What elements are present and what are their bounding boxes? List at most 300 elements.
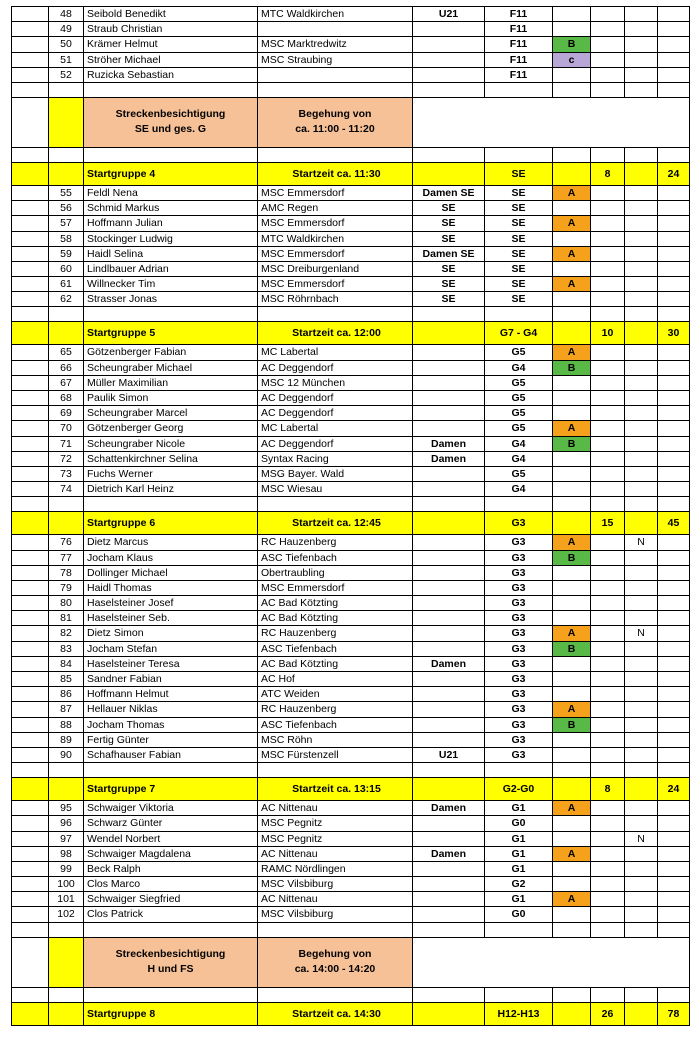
empty-cell: [658, 988, 690, 1003]
empty-cell: [11, 497, 49, 512]
empty-cell: [658, 277, 690, 292]
empty-cell: [658, 437, 690, 452]
empty-cell: [658, 611, 690, 626]
group-label: G0: [485, 816, 553, 831]
empty-cell: [625, 1003, 658, 1026]
inspection-scope: H und FS: [147, 963, 194, 976]
spacer-row: [11, 497, 690, 512]
empty-cell: [658, 687, 690, 702]
table-row: [11, 361, 690, 376]
table-row: [11, 816, 690, 831]
group-start-time: Startzeit ca. 12:00: [258, 322, 413, 345]
class-label: [413, 892, 485, 907]
empty-cell: [658, 53, 690, 68]
start-number: 78: [49, 566, 84, 581]
note-cell: [625, 801, 658, 816]
group-label: SE: [485, 292, 553, 307]
class-label: [413, 642, 485, 657]
empty-cell: [591, 497, 625, 512]
group-label: G3: [485, 718, 553, 733]
class-label: U21: [413, 748, 485, 763]
empty-cell: [258, 83, 413, 98]
table-row: [11, 733, 690, 748]
empty-cell: [591, 862, 625, 877]
empty-cell: [591, 83, 625, 98]
mark-badge: c: [553, 53, 591, 68]
empty-cell: [84, 763, 258, 778]
note-cell: [625, 862, 658, 877]
empty-cell: [625, 148, 658, 163]
group-label: SE: [485, 262, 553, 277]
mark-badge: [553, 406, 591, 421]
group-label: G5: [485, 391, 553, 406]
class-label: [413, 816, 485, 831]
empty-cell: [11, 566, 49, 581]
start-number: 68: [49, 391, 84, 406]
empty-cell: [11, 437, 49, 452]
spacer-row: [11, 148, 690, 163]
empty-cell: [591, 657, 625, 672]
class-label: Damen SE: [413, 247, 485, 262]
empty-cell: [413, 923, 485, 938]
course-inspection-row: [11, 98, 690, 148]
empty-cell: [658, 262, 690, 277]
empty-cell: [553, 307, 591, 322]
table-row: [11, 22, 690, 37]
empty-cell: [658, 862, 690, 877]
table-row: [11, 702, 690, 717]
empty-cell: [625, 322, 658, 345]
empty-cell: [658, 376, 690, 391]
group-start-time: Startzeit ca. 12:45: [258, 512, 413, 535]
empty-cell: [11, 37, 49, 52]
group-label: SE: [485, 186, 553, 201]
club-name: MSC 12 München: [258, 376, 413, 391]
start-number: 57: [49, 216, 84, 231]
empty-cell: [49, 512, 84, 535]
empty-cell: [658, 482, 690, 497]
driver-name: Dietrich Karl Heinz: [84, 482, 258, 497]
start-number: 50: [49, 37, 84, 52]
empty-cell: [49, 1003, 84, 1026]
driver-name: Scheungraber Nicole: [84, 437, 258, 452]
class-label: SE: [413, 232, 485, 247]
mark-badge: [553, 581, 591, 596]
start-number: 98: [49, 847, 84, 862]
empty-cell: [11, 923, 49, 938]
empty-cell: [591, 292, 625, 307]
empty-cell: [591, 247, 625, 262]
club-name: AMC Regen: [258, 201, 413, 216]
club-name: [258, 22, 413, 37]
class-label: [413, 467, 485, 482]
empty-cell: [49, 763, 84, 778]
note-cell: [625, 406, 658, 421]
start-number: 52: [49, 68, 84, 83]
table-row: [11, 376, 690, 391]
club-name: MSC Emmersdorf: [258, 581, 413, 596]
empty-cell: [658, 535, 690, 550]
empty-cell: [658, 391, 690, 406]
empty-cell: [591, 345, 625, 360]
table-row: [11, 832, 690, 847]
club-name: ASC Tiefenbach: [258, 551, 413, 566]
empty-cell: [11, 535, 49, 550]
start-number: 72: [49, 452, 84, 467]
note-cell: [625, 877, 658, 892]
driver-name: Jocham Stefan: [84, 642, 258, 657]
group-title: Startgruppe 6: [84, 512, 258, 535]
group-label: G3: [485, 748, 553, 763]
group-label: G0: [485, 907, 553, 922]
note-cell: [625, 611, 658, 626]
class-label: SE: [413, 292, 485, 307]
group-total: 24: [658, 163, 690, 186]
table-row: [11, 37, 690, 52]
mark-badge: [553, 292, 591, 307]
group-classes: G2-G0: [485, 778, 553, 801]
group-header-row: [11, 163, 690, 186]
club-name: AC Nittenau: [258, 801, 413, 816]
empty-cell: [658, 247, 690, 262]
class-label: Damen: [413, 437, 485, 452]
start-number: 80: [49, 596, 84, 611]
class-label: [413, 68, 485, 83]
group-title: Startgruppe 7: [84, 778, 258, 801]
empty-cell: [553, 778, 591, 801]
empty-cell: [49, 778, 84, 801]
empty-cell: [11, 801, 49, 816]
empty-cell: [413, 148, 485, 163]
empty-cell: [11, 232, 49, 247]
group-classes: G7 - G4: [485, 322, 553, 345]
empty-cell: [658, 406, 690, 421]
driver-name: Schmid Markus: [84, 201, 258, 216]
empty-cell: [591, 406, 625, 421]
class-label: [413, 535, 485, 550]
club-name: MTC Waldkirchen: [258, 7, 413, 22]
class-label: [413, 596, 485, 611]
table-row: [11, 907, 690, 922]
group-label: F11: [485, 37, 553, 52]
empty-cell: [658, 581, 690, 596]
empty-cell: [658, 452, 690, 467]
note-cell: [625, 907, 658, 922]
start-number: 90: [49, 748, 84, 763]
table-row: [11, 892, 690, 907]
class-label: [413, 611, 485, 626]
mark-badge: [553, 201, 591, 216]
club-name: MSC Straubing: [258, 53, 413, 68]
group-title: Startgruppe 4: [84, 163, 258, 186]
empty-cell: [591, 718, 625, 733]
note-cell: [625, 482, 658, 497]
table-row: [11, 437, 690, 452]
group-label: SE: [485, 247, 553, 262]
note-cell: [625, 581, 658, 596]
empty-cell: [11, 581, 49, 596]
empty-cell: [658, 345, 690, 360]
empty-cell: [591, 482, 625, 497]
table-row: [11, 186, 690, 201]
empty-cell: [485, 497, 553, 512]
empty-cell: [84, 988, 258, 1003]
class-label: [413, 391, 485, 406]
group-label: G5: [485, 421, 553, 436]
group-label: G5: [485, 467, 553, 482]
start-number: 83: [49, 642, 84, 657]
empty-cell: [625, 988, 658, 1003]
club-name: RC Hauzenberg: [258, 535, 413, 550]
empty-cell: [11, 53, 49, 68]
table-row: [11, 247, 690, 262]
driver-name: Dollinger Michael: [84, 566, 258, 581]
empty-cell: [553, 83, 591, 98]
empty-cell: [553, 163, 591, 186]
spacer-row: [11, 988, 690, 1003]
empty-cell: [49, 98, 84, 148]
mark-badge: [553, 816, 591, 831]
empty-cell: [258, 497, 413, 512]
club-name: MSC Fürstenzell: [258, 748, 413, 763]
empty-cell: [11, 672, 49, 687]
empty-cell: [591, 907, 625, 922]
start-number: 100: [49, 877, 84, 892]
start-number: 87: [49, 702, 84, 717]
group-label: SE: [485, 201, 553, 216]
group-label: G3: [485, 672, 553, 687]
table-row: [11, 862, 690, 877]
mark-badge: [553, 657, 591, 672]
club-name: AC Deggendorf: [258, 361, 413, 376]
note-cell: [625, 68, 658, 83]
empty-cell: [591, 201, 625, 216]
empty-cell: [413, 763, 485, 778]
empty-cell: [553, 763, 591, 778]
driver-name: Seibold Benedikt: [84, 7, 258, 22]
club-name: Obertraubling: [258, 566, 413, 581]
group-label: G4: [485, 437, 553, 452]
driver-name: Jocham Thomas: [84, 718, 258, 733]
empty-cell: [658, 232, 690, 247]
class-label: Damen: [413, 847, 485, 862]
group-label: G1: [485, 862, 553, 877]
empty-cell: [84, 497, 258, 512]
note-cell: [625, 596, 658, 611]
inspection-time-range: ca. 11:00 - 11:20: [295, 123, 375, 136]
empty-cell: [11, 277, 49, 292]
empty-cell: [591, 232, 625, 247]
note-cell: [625, 642, 658, 657]
empty-cell: [11, 847, 49, 862]
empty-cell: [658, 657, 690, 672]
table-row: [11, 232, 690, 247]
club-name: MSC Vilsbiburg: [258, 877, 413, 892]
empty-cell: [591, 148, 625, 163]
group-label: G3: [485, 551, 553, 566]
group-header-row: [11, 778, 690, 801]
mark-badge: A: [553, 345, 591, 360]
empty-cell: [591, 307, 625, 322]
note-cell: [625, 247, 658, 262]
empty-cell: [413, 307, 485, 322]
driver-name: Hoffmann Julian: [84, 216, 258, 231]
mark-badge: A: [553, 702, 591, 717]
empty-cell: [591, 421, 625, 436]
empty-cell: [591, 892, 625, 907]
empty-cell: [591, 22, 625, 37]
driver-name: Lindlbauer Adrian: [84, 262, 258, 277]
driver-name: Clos Patrick: [84, 907, 258, 922]
mark-badge: [553, 733, 591, 748]
group-title: Startgruppe 5: [84, 322, 258, 345]
group-label: G1: [485, 801, 553, 816]
class-label: [413, 22, 485, 37]
club-name: RC Hauzenberg: [258, 626, 413, 641]
mark-badge: A: [553, 626, 591, 641]
empty-cell: [11, 832, 49, 847]
group-label: G3: [485, 596, 553, 611]
group-total: 30: [658, 322, 690, 345]
empty-cell: [591, 581, 625, 596]
empty-cell: [591, 566, 625, 581]
note-cell: [625, 361, 658, 376]
empty-cell: [591, 923, 625, 938]
note-cell: [625, 702, 658, 717]
driver-name: Schwarz Günter: [84, 816, 258, 831]
empty-cell: [485, 763, 553, 778]
note-cell: [625, 847, 658, 862]
group-classes: H12-H13: [485, 1003, 553, 1026]
empty-cell: [11, 611, 49, 626]
inspection-time-range: ca. 14:00 - 14:20: [294, 963, 376, 976]
empty-cell: [591, 702, 625, 717]
empty-cell: [591, 376, 625, 391]
group-total: 24: [658, 778, 690, 801]
table-row: [11, 657, 690, 672]
table-row: [11, 201, 690, 216]
empty-cell: [49, 307, 84, 322]
class-label: SE: [413, 216, 485, 231]
empty-cell: [258, 988, 413, 1003]
empty-cell: [658, 907, 690, 922]
empty-cell: [658, 748, 690, 763]
driver-name: Willnecker Tim: [84, 277, 258, 292]
driver-name: Schattenkirchner Selina: [84, 452, 258, 467]
empty-cell: [11, 247, 49, 262]
empty-cell: [591, 733, 625, 748]
mark-badge: [553, 748, 591, 763]
empty-cell: [485, 923, 553, 938]
driver-name: Krämer Helmut: [84, 37, 258, 52]
spacer-row: [11, 923, 690, 938]
note-cell: [625, 816, 658, 831]
note-cell: [625, 345, 658, 360]
driver-name: Ströher Michael: [84, 53, 258, 68]
class-label: [413, 482, 485, 497]
table-row: [11, 581, 690, 596]
empty-cell: [11, 376, 49, 391]
driver-name: Ruzicka Sebastian: [84, 68, 258, 83]
empty-cell: [413, 322, 485, 345]
empty-cell: [658, 596, 690, 611]
class-label: Damen: [413, 452, 485, 467]
club-name: ATC Weiden: [258, 687, 413, 702]
start-number: 69: [49, 406, 84, 421]
group-label: F11: [485, 22, 553, 37]
group-label: G3: [485, 687, 553, 702]
empty-cell: [49, 923, 84, 938]
empty-cell: [485, 988, 553, 1003]
empty-cell: [591, 642, 625, 657]
empty-cell: [11, 642, 49, 657]
group-label: G3: [485, 626, 553, 641]
class-label: Damen SE: [413, 186, 485, 201]
group-label: G3: [485, 566, 553, 581]
club-name: MSC Dreiburgenland: [258, 262, 413, 277]
start-number: 49: [49, 22, 84, 37]
note-cell: [625, 7, 658, 22]
inspection-scope: SE und ges. G: [134, 123, 207, 136]
start-number: 81: [49, 611, 84, 626]
group-label: G4: [485, 482, 553, 497]
empty-cell: [625, 307, 658, 322]
empty-cell: [413, 1003, 485, 1026]
driver-name: Fuchs Werner: [84, 467, 258, 482]
table-row: [11, 277, 690, 292]
class-label: [413, 376, 485, 391]
driver-name: Strasser Jonas: [84, 292, 258, 307]
empty-cell: [658, 847, 690, 862]
note-cell: [625, 277, 658, 292]
empty-cell: [591, 832, 625, 847]
group-header-row: [11, 512, 690, 535]
mark-badge: [553, 596, 591, 611]
driver-name: Fertig Günter: [84, 733, 258, 748]
mark-badge: [553, 482, 591, 497]
empty-cell: [11, 551, 49, 566]
inspection-walk-label: Begehung von: [298, 108, 372, 121]
mark-badge: A: [553, 247, 591, 262]
empty-cell: [553, 988, 591, 1003]
club-name: MSC Pegnitz: [258, 816, 413, 831]
group-label: G1: [485, 892, 553, 907]
driver-name: Haidl Selina: [84, 247, 258, 262]
empty-cell: [11, 596, 49, 611]
start-number: 55: [49, 186, 84, 201]
empty-cell: [658, 307, 690, 322]
group-count: 8: [591, 778, 625, 801]
empty-cell: [11, 292, 49, 307]
empty-cell: [658, 361, 690, 376]
mark-badge: B: [553, 718, 591, 733]
class-label: [413, 877, 485, 892]
group-label: F11: [485, 53, 553, 68]
driver-name: Straub Christian: [84, 22, 258, 37]
class-label: [413, 551, 485, 566]
inspection-title: Streckenbesichtigung: [115, 108, 226, 121]
start-number: 96: [49, 816, 84, 831]
empty-cell: [591, 361, 625, 376]
table-row: [11, 292, 690, 307]
club-name: MSC Marktredwitz: [258, 37, 413, 52]
empty-cell: [658, 877, 690, 892]
note-cell: [625, 657, 658, 672]
table-row: [11, 345, 690, 360]
club-name: [258, 68, 413, 83]
mark-badge: [553, 467, 591, 482]
mark-badge: [553, 68, 591, 83]
